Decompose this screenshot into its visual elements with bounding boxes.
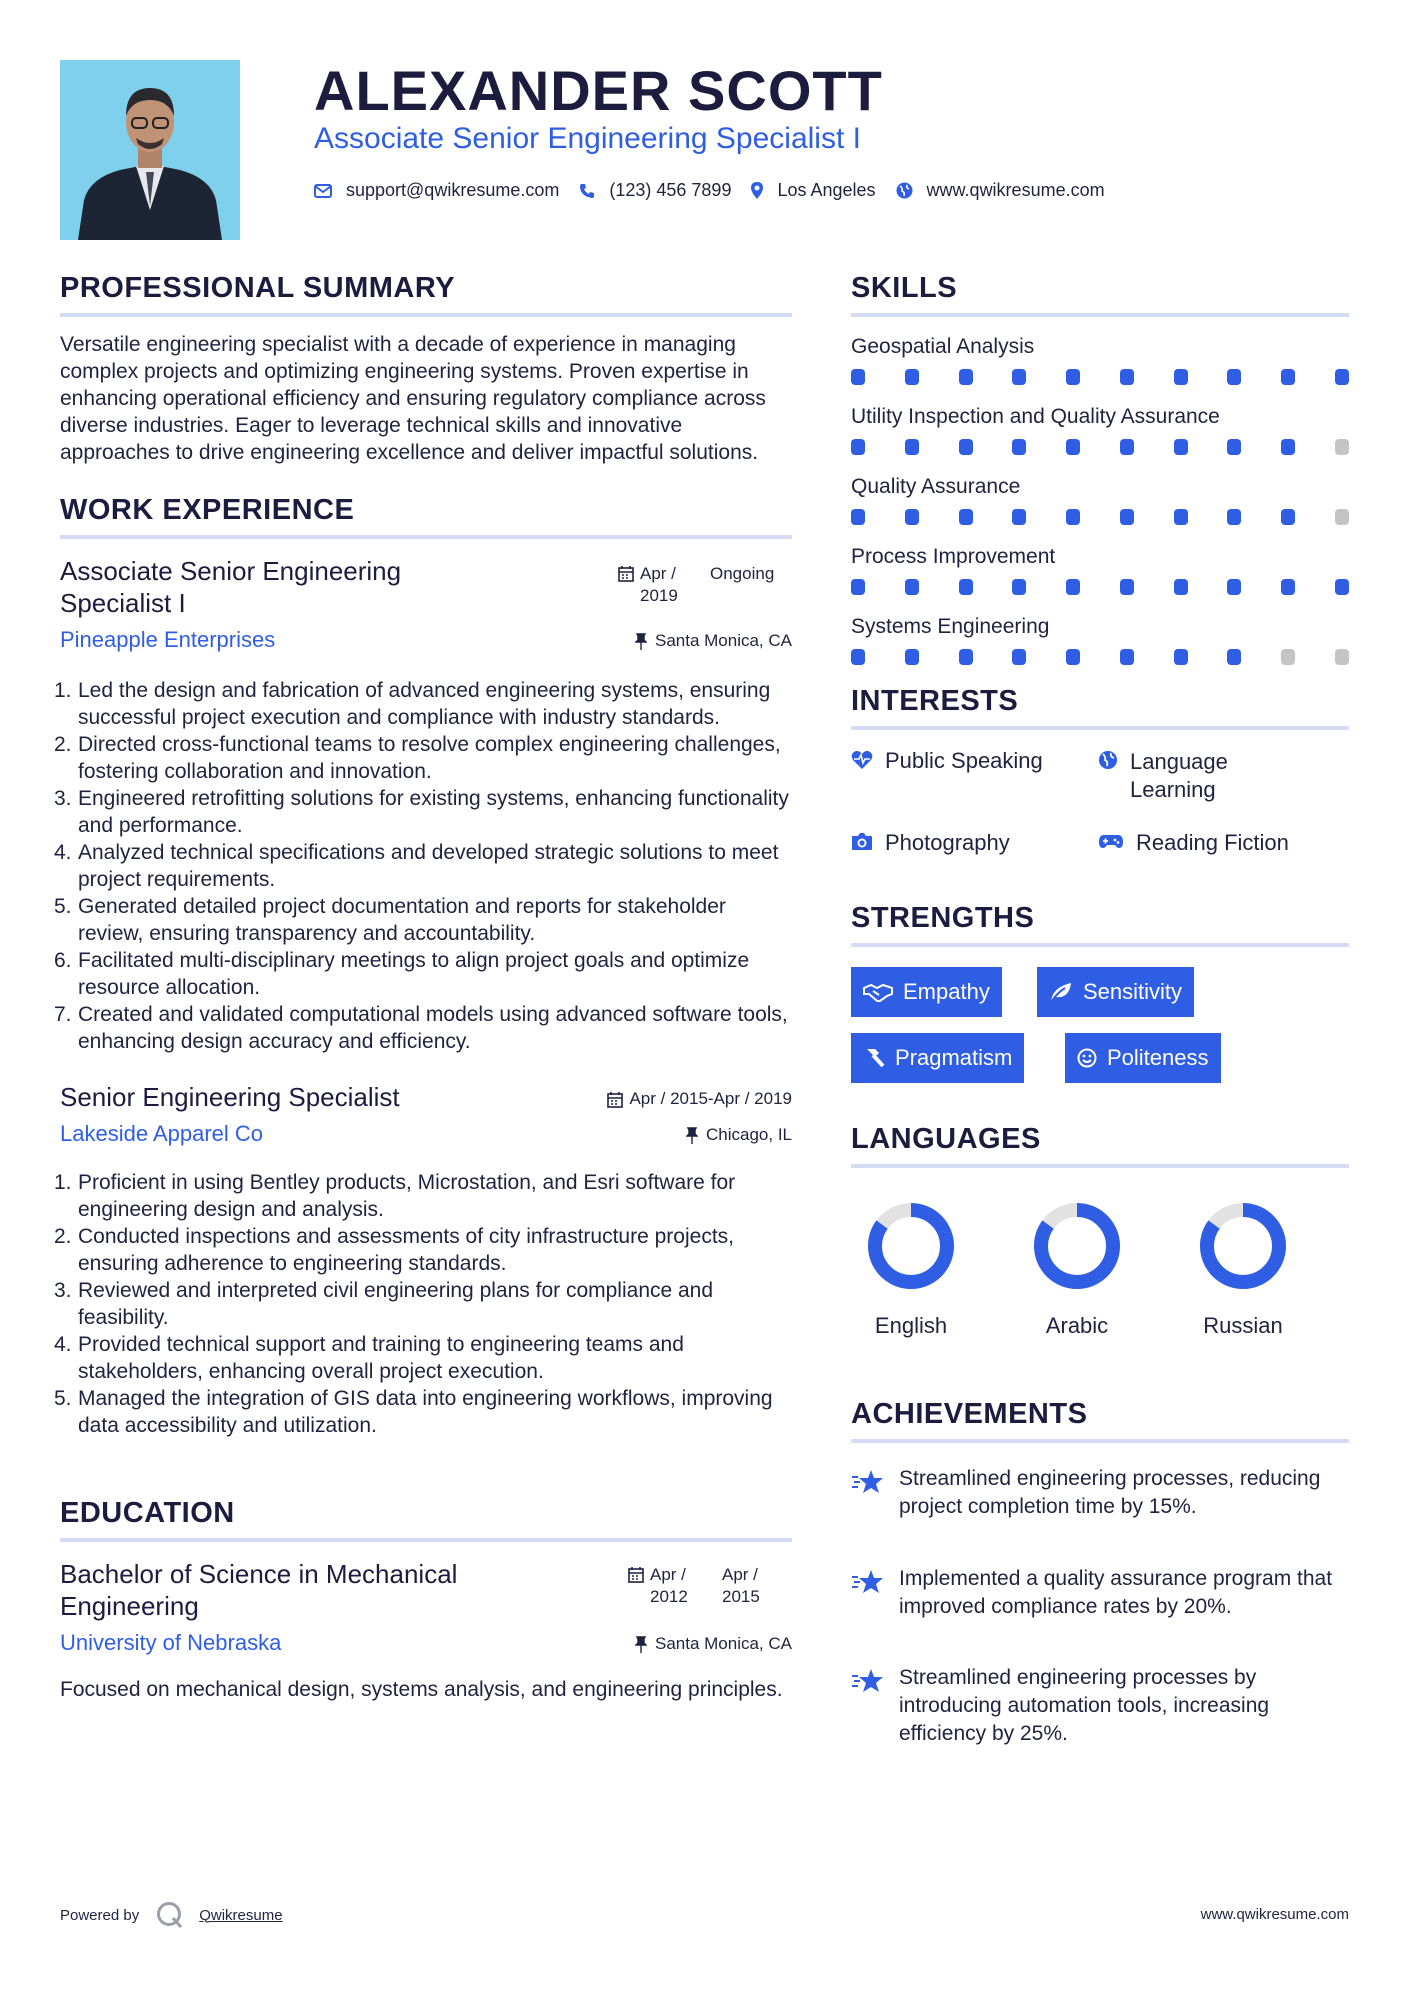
achievement-item: Streamlined engineering processes, reducing project completion time by 15%. <box>851 1465 1349 1521</box>
email-text: support@qwikresume.com <box>346 180 560 200</box>
list-item: 3. Engineered retrofitting solutions for existing systems, enhancing functionality and performance. <box>54 787 789 837</box>
skill-dot <box>1335 579 1349 595</box>
list-item: 1. Led the design and fabrication of advanced engineering systems, ensuring successful project execution and compliance with industry standards. <box>54 679 771 729</box>
summary-text: Versatile engineering specialist with a decade of experience in managing complex projects and optimizing engineering systems. Proven expertise in enhancing operational efficiency and ensuring regulatory compliance across diverse industries. Eager to leverage technical skills and innovative approaches to drive engineering excellence and deliver impactful solutions. <box>60 333 766 464</box>
skills-list <box>851 335 1349 665</box>
skill-dot <box>1227 509 1241 525</box>
skill-dot <box>1174 509 1188 525</box>
globe-icon <box>1098 750 1118 770</box>
skill-dot <box>1335 369 1349 385</box>
skill-dot <box>1174 439 1188 455</box>
strength-badge: Politeness <box>1065 1033 1221 1083</box>
handshake-icon <box>863 982 893 1002</box>
star-icon <box>851 1469 885 1495</box>
skill-dot <box>1120 509 1134 525</box>
skill-dot <box>1281 579 1295 595</box>
skill-dot <box>1281 649 1295 665</box>
education-date-start: Apr / 2012 <box>650 1565 688 1606</box>
job-dates <box>607 1089 792 1109</box>
job-title: Associate Senior Engineering Specialist I <box>60 556 402 618</box>
list-item: 2. Directed cross-functional teams to resolve complex engineering challenges, fostering collaboration and innovation. <box>54 733 781 783</box>
education-entry <box>60 1558 792 1668</box>
phone-icon <box>579 183 595 199</box>
strength-badge: Empathy <box>851 967 1002 1017</box>
list-item: 3. Reviewed and interpreted civil engineering plans for compliance and feasibility. <box>54 1279 714 1329</box>
candidate-title: Associate Senior Engineering Specialist I <box>314 122 861 155</box>
skill-dot <box>1281 369 1295 385</box>
location-text: Los Angeles <box>777 180 876 200</box>
skill-dot <box>1012 509 1026 525</box>
skill-dot <box>1066 369 1080 385</box>
job-location <box>635 631 792 651</box>
skill-dot <box>1281 439 1295 455</box>
contact-phone[interactable] <box>579 180 731 201</box>
contact-bar <box>314 180 1125 201</box>
job-title: Senior Engineering Specialist <box>60 1082 400 1112</box>
job-date-start: Apr / 2019 <box>640 564 678 605</box>
language-item <box>1183 1198 1303 1339</box>
list-item: 2. Conducted inspections and assessments of city infrastructure projects, ensuring adherence to engineering standards. <box>54 1225 734 1275</box>
education-location-text: Santa Monica, CA <box>654 1634 792 1653</box>
skill-dot <box>1066 579 1080 595</box>
job-entry <box>60 555 792 665</box>
skill-dot <box>1120 649 1134 665</box>
star-icon <box>851 1668 885 1694</box>
phone-text: (123) 456 7899 <box>609 180 732 200</box>
calendar-icon <box>618 565 634 582</box>
skill-dot <box>959 649 973 665</box>
strengths-heading: STRENGTHS <box>851 902 1349 947</box>
achievement-item: Streamlined engineering processes by introducing automation tools, increasing efficiency by 25%. <box>851 1664 1349 1748</box>
experience-heading: WORK EXPERIENCE <box>60 494 792 539</box>
globe-icon <box>896 182 913 199</box>
skill-dot <box>1120 579 1134 595</box>
calendar-icon <box>628 1566 644 1583</box>
skill-dot <box>905 509 919 525</box>
pin-icon <box>635 1636 647 1653</box>
interest-item: Photography <box>851 830 1010 856</box>
skill-name: Process Improvement <box>851 545 1056 568</box>
skill-dot <box>1174 649 1188 665</box>
skill-dot <box>851 509 865 525</box>
skill-dot <box>1120 439 1134 455</box>
interests-heading: INTERESTS <box>851 685 1349 730</box>
skill-dot <box>1227 649 1241 665</box>
left-column <box>54 272 792 1703</box>
pin-icon <box>635 633 647 650</box>
job-date-range: Apr / 2015-Apr / 2019 <box>629 1089 792 1108</box>
skill-dot <box>1335 509 1349 525</box>
interest-item: Reading Fiction <box>1098 830 1289 856</box>
list-item: 5. Managed the integration of GIS data into engineering workflows, improving data accessibility and utilization. <box>54 1387 773 1437</box>
smile-icon <box>1077 1048 1097 1068</box>
languages-list <box>851 1198 1349 1378</box>
achievement-item: Implemented a quality assurance program that improved compliance rates by 20%. <box>851 1565 1349 1621</box>
strengths-list <box>851 967 1349 1093</box>
job-bullets <box>54 1169 792 1439</box>
skill-dot <box>959 369 973 385</box>
education-location <box>635 1634 792 1654</box>
language-donut <box>863 1198 959 1294</box>
language-name: Russian <box>1203 1313 1283 1338</box>
leaf-icon <box>1049 981 1073 1003</box>
skill-dot <box>1335 649 1349 665</box>
language-donut <box>1195 1198 1291 1294</box>
pin-icon <box>686 1127 698 1144</box>
skill-name: Quality Assurance <box>851 475 1021 498</box>
footer-url[interactable]: www.qwikresume.com <box>1200 1906 1349 1923</box>
education-heading: EDUCATION <box>60 1497 792 1542</box>
skill-rating <box>851 439 1349 455</box>
skill-rating <box>851 369 1349 385</box>
skill-dot <box>905 369 919 385</box>
skill-dot <box>851 579 865 595</box>
list-item: 7. Created and validated computational models using advanced software tools, enhancing design accuracy and efficiency. <box>54 1003 788 1053</box>
language-item <box>1017 1198 1137 1339</box>
skill-dot <box>1066 649 1080 665</box>
language-item <box>851 1198 971 1339</box>
camera-icon <box>851 832 873 851</box>
skill-dot <box>1174 579 1188 595</box>
skill-name: Geospatial Analysis <box>851 335 1035 358</box>
candidate-name: ALEXANDER SCOTT <box>314 59 883 122</box>
strength-badge: Pragmatism <box>851 1033 1024 1083</box>
summary-heading: PROFESSIONAL SUMMARY <box>60 272 792 317</box>
skill-dot <box>851 369 865 385</box>
powered-by-text: Powered by <box>60 1906 140 1924</box>
skill-dot <box>1227 579 1241 595</box>
strength-badge: Sensitivity <box>1037 967 1194 1017</box>
job-location-text: Santa Monica, CA <box>654 631 792 650</box>
skill-rating <box>851 649 1349 665</box>
skill-dot <box>1012 649 1026 665</box>
star-icon <box>851 1569 885 1595</box>
skill-dot <box>1066 509 1080 525</box>
skill-dot <box>1335 439 1349 455</box>
education-date-end: Apr / 2015 <box>722 1565 760 1606</box>
job-company: Pineapple Enterprises <box>60 627 276 652</box>
languages-heading: LANGUAGES <box>851 1123 1349 1168</box>
contact-location <box>751 180 875 201</box>
contact-website[interactable] <box>896 180 1105 201</box>
brand-link[interactable]: Qwikresume <box>199 1906 283 1924</box>
skill-dot <box>851 649 865 665</box>
degree-title: Bachelor of Science in Mechanical Engineering <box>60 1559 458 1621</box>
skill-dot <box>959 579 973 595</box>
hammer-icon <box>863 1047 885 1069</box>
list-item: 4. Analyzed technical specifications and developed strategic solutions to meet project requirements. <box>54 841 779 891</box>
achievements-list <box>851 1455 1349 1745</box>
map-pin-icon <box>751 182 763 199</box>
job-dates <box>618 563 792 607</box>
language-donut <box>1029 1198 1125 1294</box>
gamepad-icon <box>1098 832 1124 850</box>
skill-dot <box>959 509 973 525</box>
skill-rating <box>851 579 1349 595</box>
achievements-heading: ACHIEVEMENTS <box>851 1398 1349 1443</box>
interest-item: Language Learning <box>1098 748 1270 804</box>
contact-email[interactable] <box>314 180 559 201</box>
list-item: 1. Proficient in using Bentley products, Microstation, and Esri software for engineering design and analysis. <box>54 1171 736 1221</box>
skills-heading: SKILLS <box>851 272 1349 317</box>
skill-dot <box>1281 509 1295 525</box>
job-entry <box>60 1081 792 1159</box>
education-description: Focused on mechanical design, systems analysis, and engineering principles. <box>60 1678 783 1701</box>
list-item: 4. Provided technical support and training to engineering teams and stakeholders, enhancing overall project execution. <box>54 1333 684 1383</box>
skill-rating <box>851 509 1349 525</box>
skill-dot <box>1012 579 1026 595</box>
skill-dot <box>1066 439 1080 455</box>
right-column <box>851 272 1349 1745</box>
skill-dot <box>959 439 973 455</box>
profile-photo <box>60 60 240 240</box>
calendar-icon <box>607 1091 623 1108</box>
skill-dot <box>905 579 919 595</box>
skill-dot <box>1227 369 1241 385</box>
language-name: Arabic <box>1045 1313 1109 1338</box>
job-bullets <box>54 677 792 1055</box>
skill-dot <box>1012 369 1026 385</box>
school-name: University of Nebraska <box>60 1630 282 1655</box>
skill-dot <box>851 439 865 455</box>
skill-name: Utility Inspection and Quality Assurance <box>851 405 1220 428</box>
job-date-end: Ongoing <box>710 564 775 583</box>
skill-dot <box>1227 439 1241 455</box>
job-company: Lakeside Apparel Co <box>60 1121 264 1146</box>
footer-powered <box>60 1900 283 1930</box>
mail-icon <box>314 184 332 198</box>
interest-item: Public Speaking <box>851 748 1043 774</box>
education-dates <box>628 1564 792 1608</box>
skill-dot <box>905 439 919 455</box>
skill-dot <box>1012 439 1026 455</box>
heartbeat-icon <box>851 750 873 770</box>
skill-dot <box>905 649 919 665</box>
list-item: 5. Generated detailed project documentation and reports for stakeholder review, ensuring transparency and accountability. <box>54 895 726 945</box>
skill-dot <box>1174 369 1188 385</box>
language-name: English <box>874 1313 948 1338</box>
skill-dot <box>1120 369 1134 385</box>
qwikresume-logo-icon <box>155 1900 185 1930</box>
job-location-text: Chicago, IL <box>706 1125 792 1144</box>
skill-name: Systems Engineering <box>851 615 1050 638</box>
list-item: 6. Facilitated multi-disciplinary meetings to align project goals and optimize resource allocation. <box>54 949 750 999</box>
website-text: www.qwikresume.com <box>926 180 1105 200</box>
job-location <box>686 1125 792 1145</box>
interests-list <box>851 744 1349 870</box>
